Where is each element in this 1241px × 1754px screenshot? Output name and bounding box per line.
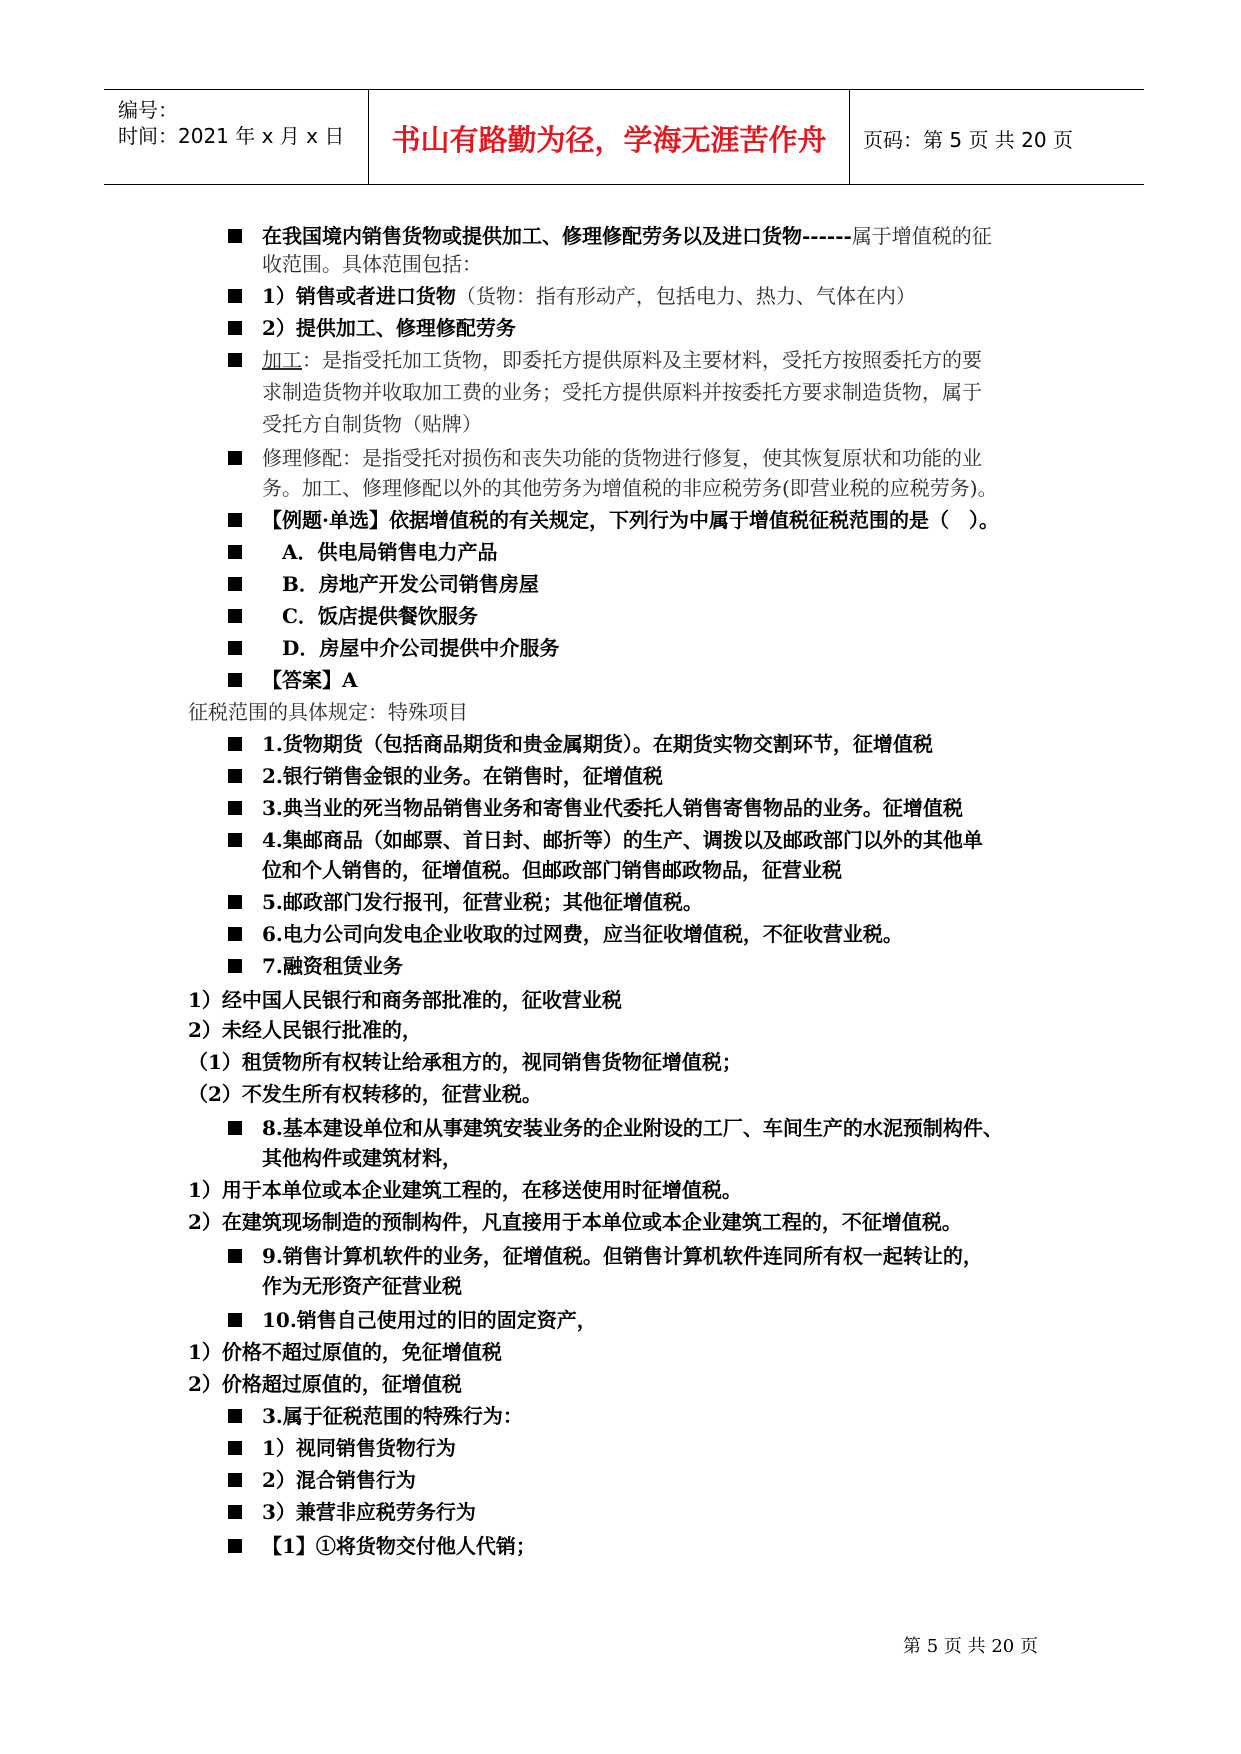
text-line [262, 952, 403, 980]
bullet-icon [228, 673, 242, 687]
text-line [188, 1080, 542, 1108]
bold-text: D．房屋中介公司提供中介服务 [262, 636, 560, 660]
text-line [262, 602, 478, 630]
bullet-icon [228, 289, 242, 303]
bold-text: 3.典当业的死当物品销售业务和寄售业代委托人销售寄售物品的业务。征增值税 [262, 796, 963, 820]
bullet-icon [228, 229, 242, 243]
bullet-icon [228, 1441, 242, 1455]
text-line [188, 1370, 462, 1398]
normal-text: 收范围。具体范围包括： [262, 252, 482, 276]
bold-text: 【1】①将货物交付他人代销； [262, 1534, 536, 1558]
bullet-icon [228, 833, 242, 847]
bullet-icon [228, 737, 242, 751]
bold-text: 1）经中国人民银行和商务部批准的，征收营业税 [188, 988, 622, 1012]
text-line [262, 250, 482, 278]
normal-text: ：是指受托加工货物，即委托方提供原料及主要材料，受托方按照委托方的要 [302, 348, 982, 372]
bold-text: 2.银行销售金银的业务。在销售时，征增值税 [262, 764, 663, 788]
underlined-term: 加工 [262, 348, 302, 372]
bold-text: 2）在建筑现场制造的预制构件，凡直接用于本单位或本企业建筑工程的，不征增值税。 [188, 1210, 962, 1234]
bold-text: 1）价格不超过原值的，免征增值税 [188, 1340, 502, 1364]
text-line [262, 570, 539, 598]
text-line [262, 1402, 523, 1430]
text-line [262, 1434, 456, 1462]
bold-text: 7.融资租赁业务 [262, 954, 403, 978]
bold-text: 9.销售计算机软件的业务，征增值税。但销售计算机软件连同所有权一起转让的， [262, 1244, 983, 1268]
text-line [262, 474, 998, 502]
bold-text: 4.集邮商品（如邮票、首日封、邮折等）的生产、调拨以及邮政部门以外的其他单 [262, 828, 983, 852]
bold-text: B．房地产开发公司销售房屋 [262, 572, 539, 596]
bold-text: C．饭店提供餐饮服务 [262, 604, 478, 628]
serial-label: 编号： [118, 98, 178, 122]
header-right-cell [849, 90, 1144, 184]
text-line [188, 986, 622, 1014]
bullet-icon [228, 451, 242, 465]
text-line [262, 1498, 476, 1526]
bold-text: 6.电力公司向发电企业收取的过网费，应当征收增值税，不征收营业税。 [262, 922, 903, 946]
text-line [262, 762, 663, 790]
normal-text: （货物：指有形动产，包括电力、热力、气体在内） [455, 284, 916, 308]
header-center-cell [368, 90, 850, 184]
text-line [262, 346, 982, 374]
text-line [262, 1272, 462, 1300]
bullet-icon [228, 1473, 242, 1487]
page-footer: 第 5 页 共 20 页 [903, 1636, 1038, 1657]
bullet-icon [228, 609, 242, 623]
text-line [262, 282, 916, 310]
text-line [262, 666, 358, 694]
bold-text: 10.销售自己使用过的旧的固定资产， [262, 1308, 597, 1332]
normal-text: 征税范围的具体规定：特殊项目 [188, 700, 468, 724]
bullet-icon [228, 801, 242, 815]
bold-text: 8.基本建设单位和从事建筑安装业务的企业附设的工厂、车间生产的水泥预制构件、 [262, 1116, 1003, 1140]
bold-text: 1）视同销售货物行为 [262, 1436, 456, 1460]
text-line [262, 222, 992, 250]
text-line [188, 698, 468, 726]
text-line [262, 794, 963, 822]
bold-text: （2）不发生所有权转移的，征营业税。 [188, 1082, 542, 1106]
bold-text: 3）兼营非应税劳务行为 [262, 1500, 476, 1524]
bold-text: 在我国境内销售货物或提供加工、修理修配劳务以及进口货物------ [262, 224, 852, 248]
bullet-icon [228, 545, 242, 559]
normal-text: 务。加工、修理修配以外的其他劳务为增值税的非应税劳务(即营业税的应税劳务)。 [262, 476, 998, 500]
time-label: 时间：2021 年 x 月 x 日 [118, 124, 345, 148]
bold-text: 3.属于征税范围的特殊行为： [262, 1404, 523, 1428]
bold-text: 【答案】A [262, 668, 358, 692]
bullet-icon [228, 641, 242, 655]
bold-text: 位和个人销售的，征增值税。但邮政部门销售邮政物品，征营业税 [262, 858, 842, 882]
text-line [262, 1144, 462, 1172]
bullet-icon [228, 1121, 242, 1135]
bold-text: 其他构件或建筑材料， [262, 1146, 462, 1170]
bullet-icon [228, 353, 242, 367]
bullet-icon [228, 577, 242, 591]
bullet-icon [228, 895, 242, 909]
bullet-icon [228, 1539, 242, 1553]
normal-text: 受托方自制货物（贴牌） [262, 412, 482, 436]
document-header [104, 89, 1144, 185]
bullet-icon [228, 927, 242, 941]
bold-text: A．供电局销售电力产品 [262, 540, 498, 564]
bullet-icon [228, 769, 242, 783]
text-line [262, 506, 999, 534]
text-line [262, 1466, 416, 1494]
bold-text: 1）用于本单位或本企业建筑工程的，在移送使用时征增值税。 [188, 1178, 742, 1202]
text-line [262, 730, 933, 758]
text-line [262, 1114, 1003, 1142]
bullet-icon [228, 321, 242, 335]
bold-text: 2）未经人民银行批准的， [188, 1018, 422, 1042]
text-line [188, 1176, 742, 1204]
text-line [188, 1048, 742, 1076]
bullet-icon [228, 513, 242, 527]
text-line [262, 1242, 983, 1270]
text-line [262, 410, 482, 438]
text-line [188, 1016, 422, 1044]
bold-text: 1.货物期货（包括商品期货和贵金属期货）。在期货实物交割环节，征增值税 [262, 732, 933, 756]
bold-text: 2）混合销售行为 [262, 1468, 416, 1492]
bold-text: 【例题·单选】依据增值税的有关规定，下列行为中属于增值税征税范围的是（ ）。 [262, 508, 999, 532]
header-left-cell [104, 90, 368, 184]
bullet-icon [228, 959, 242, 973]
text-line [262, 378, 982, 406]
motto: 书山有路勤为径，学海无涯苦作舟 [391, 123, 827, 157]
text-line [262, 920, 903, 948]
bold-text: 2）提供加工、修理修配劳务 [262, 316, 516, 340]
page-number-label: 页码：第 5 页 共 20 页 [863, 128, 1073, 152]
text-line [262, 444, 982, 472]
text-line [188, 1338, 502, 1366]
text-line [262, 314, 516, 342]
text-line [262, 1532, 536, 1560]
text-line [262, 1306, 597, 1334]
normal-text: 属于增值税的征 [851, 224, 992, 248]
bullet-icon [228, 1505, 242, 1519]
text-line [188, 1208, 962, 1236]
bullet-icon [228, 1249, 242, 1263]
bold-text: 2）价格超过原值的，征增值税 [188, 1372, 462, 1396]
bold-text: （1）租赁物所有权转让给承租方的，视同销售货物征增值税； [188, 1050, 742, 1074]
text-line [262, 826, 983, 854]
bold-text: 5.邮政部门发行报刊，征营业税；其他征增值税。 [262, 890, 703, 914]
bold-text: 1）销售或者进口货物 [262, 284, 456, 308]
normal-text: 求制造货物并收取加工费的业务；受托方提供原料并按委托方要求制造货物，属于 [262, 380, 982, 404]
bullet-icon [228, 1409, 242, 1423]
normal-text: 修理修配：是指受托对损伤和丧失功能的货物进行修复，使其恢复原状和功能的业 [262, 446, 982, 470]
text-line [262, 888, 703, 916]
bold-text: 作为无形资产征营业税 [262, 1274, 462, 1298]
bullet-icon [228, 1313, 242, 1327]
text-line [262, 634, 559, 662]
text-line [262, 856, 842, 884]
text-line [262, 538, 498, 566]
